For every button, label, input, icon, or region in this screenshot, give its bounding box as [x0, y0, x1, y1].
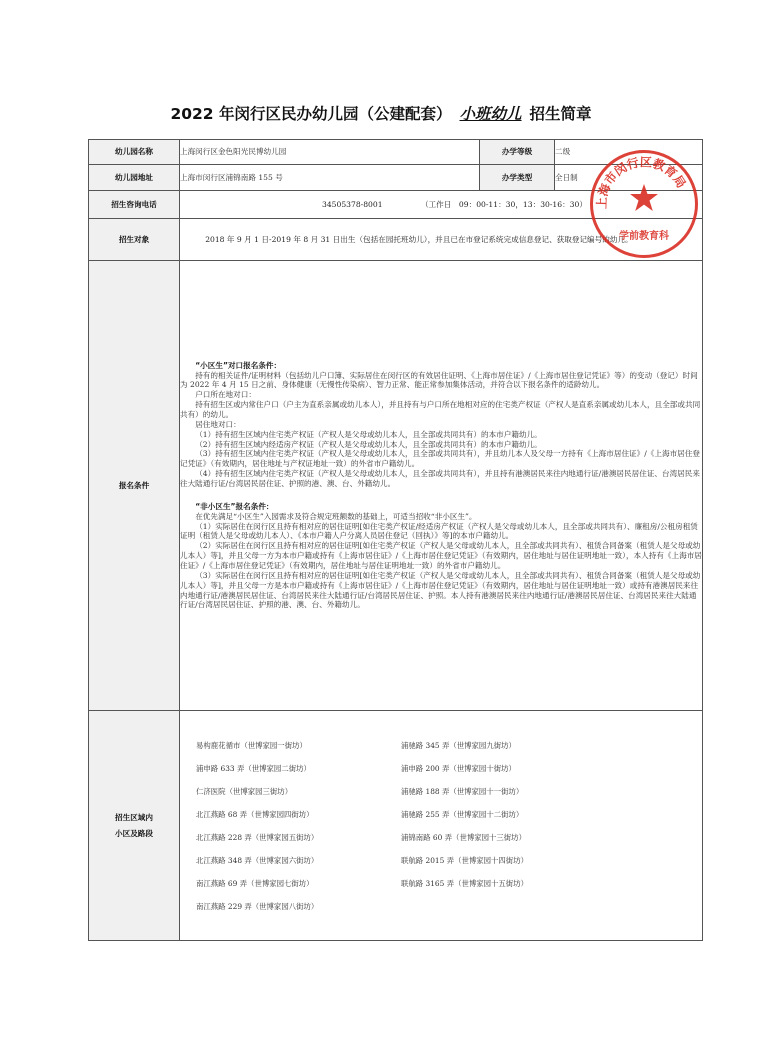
- hukou-heading: 户口所在地对口：: [195, 390, 256, 400]
- seal-top-text: 上海市闵行区教育局: [594, 155, 689, 210]
- list-item: 浦驰路 255 弄（世博家园十二街坊）: [401, 809, 524, 819]
- list-item: 浦申路 633 弄（世博家园二街坊）: [196, 763, 311, 773]
- page-title: [0, 102, 762, 124]
- target-label: 招生对象: [89, 219, 180, 261]
- roads-label-line2: 小区及路段: [115, 828, 153, 838]
- phone-value: 34505378-8001: [322, 199, 383, 209]
- non-district-condition-3: （3）实际居住在闵行区且持有相对应的居住证明[如住宅类产权证（产权人是父母或幼儿本人，且全部或共同共有）、租赁合同备案（租赁人是父母或幼儿本人）等]，并且父母一方是本市户籍或持有《上海市居住证》/《上海市居住登记凭证》（有效期内，居住地址与居住证明地址一致）或持有港澳居民来往内地通行证/港澳居民居住证、台湾居民来往大陆通行证/台湾居民居住证、护照。本人持有港澳居民来往内地通行证/港澳居民居住证、台湾居民来往大陆通行证/台湾居民居住证、护照的港、澳、台、外籍幼儿。: [180, 570, 701, 610]
- address-value: 上海市闵行区浦锦南路 155 号: [180, 165, 480, 191]
- row-roads: [89, 711, 703, 941]
- list-item: 浦申路 200 弄（世博家园十街坊）: [401, 763, 516, 773]
- level-label: 办学等级: [480, 140, 555, 165]
- non-district-heading: “非小区生”报名条件：: [195, 501, 274, 511]
- list-item: 易构鹿花循市（世博家园一街坊）: [196, 740, 307, 750]
- requirements-cell: [180, 261, 703, 711]
- list-item: 浦驰路 345 弄（世博家园九街坊）: [401, 740, 516, 750]
- name-label: 幼儿园名称: [89, 140, 180, 165]
- non-district-condition-2: （2）实际居住在闵行区且持有相对应的居住证明[如住宅类产权证（产权人是父母或幼儿本人，且全部或共同共有）、租赁合同备案（租赁人是父母或幼儿本人）等]，并且父母一方为本市户籍或持有《上海市居住证》/《上海市居住登记凭证》（有效期内，居住地址与居住证明地址一致），本人持有《上海市居住证》/《上海市居住登记凭证》（有效期内，居住地址与居住证明地址一致）的外省市户籍幼儿。: [180, 541, 702, 571]
- roads-left-column: [196, 734, 401, 918]
- phone-hours: （工作日 09：00-11：30，13：30-16：30）: [420, 199, 587, 209]
- level-value: 二级: [555, 140, 703, 165]
- seal-bottom-text: 学前教育科: [619, 231, 669, 242]
- target-text: 2018 年 9 月 1 日-2019 年 8 月 31 日出生（包括在园托班幼儿），并且已在市登记系统完成信息登记、获取登记编号的幼儿。: [180, 219, 703, 261]
- title-prefix: 2022 年闵行区民办幼儿园（公建配套）: [170, 105, 452, 123]
- roads-right-column: [401, 734, 606, 918]
- list-item: 北江燕路 348 弄（世博家园六街坊）: [196, 855, 319, 865]
- official-seal: [590, 150, 698, 258]
- list-item: 联航路 3165 弄（世博家园十五街坊）: [401, 878, 528, 888]
- title-emphasis: 小班幼儿: [459, 105, 522, 123]
- roads-cell: [180, 711, 703, 941]
- small-district-heading: “小区生”对口报名条件：: [195, 360, 282, 370]
- list-item: 仁济医院（世博家园三街坊）: [196, 786, 293, 796]
- requirements-label: 报名条件: [89, 261, 180, 711]
- list-item: 联航路 2015 弄（世博家园十四街坊）: [401, 855, 528, 865]
- list-item: 南江燕路 229 弄（世博家园八街坊）: [196, 901, 319, 911]
- title-suffix: 招生简章: [529, 105, 592, 123]
- residence-heading: 居住地对口：: [195, 419, 241, 429]
- list-item: 南江燕路 69 弄（世博家园七街坊）: [196, 878, 314, 888]
- roads-label: [89, 711, 180, 941]
- residence-condition-1: （1）持有招生区域内住宅类产权证（产权人是父母或幼儿本人，且全部或共同共有）的本市户籍幼儿。: [195, 429, 542, 439]
- phone-label: 招生咨询电话: [89, 191, 180, 219]
- list-item: 北江燕路 68 弄（世博家园四街坊）: [196, 809, 314, 819]
- non-district-condition-1: （1）实际居住在闵行区且持有相对应的居住证明[如住宅类产权证/经适房产权证（产权人是父母或幼儿本人，且全部或共同共有）、廉租房/公租房租赁证明（租赁人是父母或幼儿本人）、《本市户籍人户分离人员居住登记（回执）》等]的本市户籍幼儿。: [180, 521, 698, 541]
- hukou-condition: 持有招生区或内常住户口（户主为直系亲属或幼儿本人），并且持有与户口所在地相对应的住宅类产权证（产权人是直系亲属或幼儿本人，且全部或共同共有）的幼儿。: [180, 400, 701, 419]
- non-district-intro: 在优先满足“小区生”入园需求及符合规定班额数的基础上，可适当招收“非小区生”。: [195, 511, 477, 521]
- roads-label-line1: 招生区域内: [115, 812, 153, 822]
- residence-condition-3: （3）持有招生区域内住宅类产权证（产权人是父母或幼儿本人，且全部或共同共有），并且幼儿本人及父母一方持有《上海市居住证》/《上海市居住登记凭证》（有效期内，居住地址与产权证地址一致）的外省市户籍幼儿。: [180, 449, 700, 469]
- address-label: 幼儿园地址: [89, 165, 180, 191]
- list-item: 北江燕路 228 弄（世博家园五街坊）: [196, 832, 319, 842]
- residence-condition-4: （4）持有招生区域内住宅类产权证（产权人是父母或幼儿本人，且全部或共同共有），并且持有港澳居民来往内地通行证/港澳居民居住证、台湾居民来往大陆通行证/台湾居民居住证、护照的港、澳、台、外籍幼儿。: [180, 469, 700, 488]
- star-icon: [629, 183, 659, 213]
- name-value: 上海闵行区金色阳光民博幼儿园: [180, 140, 480, 165]
- residence-condition-2: （2）持有招生区域内经适房产权证（产权人是父母或幼儿本人，且全部或共同共有）的本市户籍幼儿。: [195, 439, 542, 449]
- enrollment-table: [88, 139, 703, 941]
- requirement-general: 持有的相关证件/证明材料（包括幼儿户口簿、实际居住在闵行区的有效居住证明、《上海市居住证》/《上海市居住登记凭证》等）的变动（登记）时间为 2022 年 4 月 15 日之前、身体健康（无慢性传染病）、智力正常、能正常参加集体活动，并符合以下报名条件的适龄幼儿。: [180, 370, 698, 390]
- list-item: 浦锦南路 60 弄（世博家园十三街坊）: [401, 832, 526, 842]
- type-value: 全日制: [555, 165, 703, 191]
- row-requirements: [89, 261, 703, 711]
- list-item: 浦驰路 188 弄（世博家园十一街坊）: [401, 786, 524, 796]
- type-label: 办学类型: [480, 165, 555, 191]
